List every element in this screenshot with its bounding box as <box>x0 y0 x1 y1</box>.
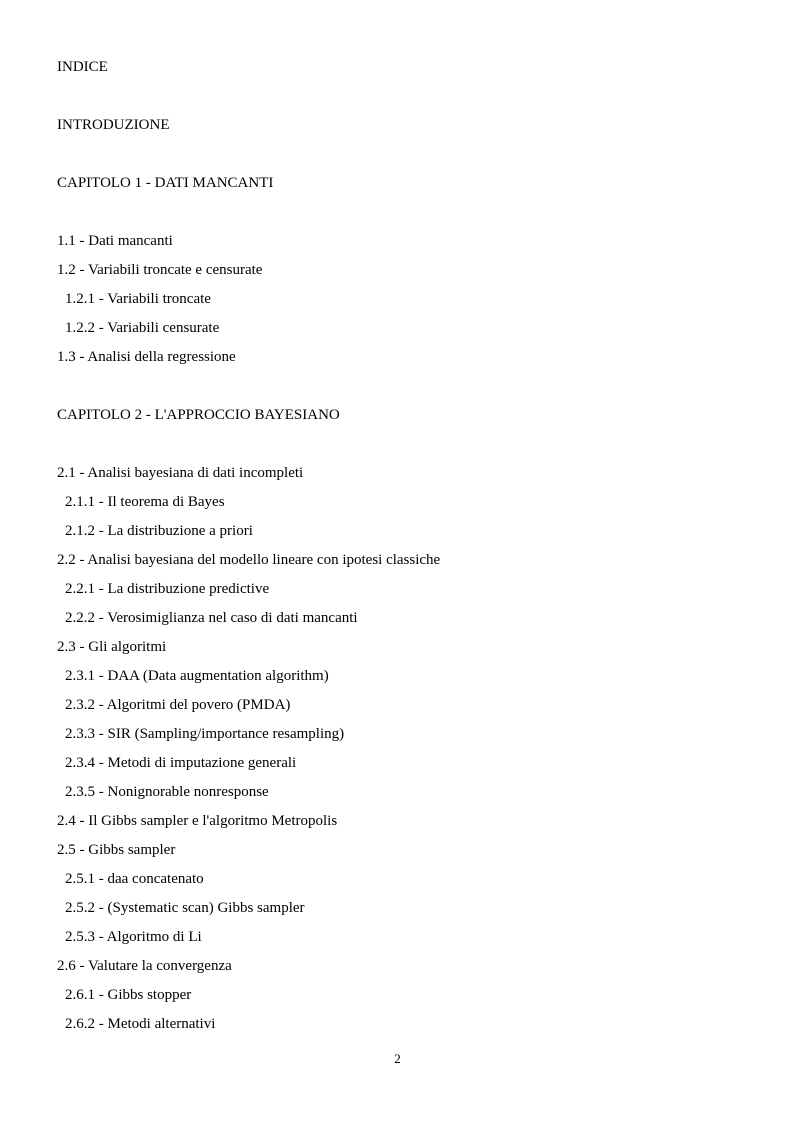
toc-subentry: 2.3.2 - Algoritmi del povero (PMDA) <box>65 697 291 713</box>
toc-entry: 1.1 - Dati mancanti <box>57 233 173 249</box>
index-title: INDICE <box>57 59 108 75</box>
toc-subentry: 2.3.4 - Metodi di imputazione generali <box>65 755 297 771</box>
toc-entry: 2.6 - Valutare la convergenza <box>57 958 232 974</box>
toc-entry: 2.1 - Analisi bayesiana di dati incompleti <box>57 465 304 481</box>
toc-subentry: 2.5.2 - (Systematic scan) Gibbs sampler <box>65 900 305 916</box>
introduction-heading: INTRODUZIONE <box>57 117 170 133</box>
toc-entry: 2.4 - Il Gibbs sampler e l'algoritmo Metropolis <box>57 813 338 829</box>
toc-subentry: 2.2.2 - Verosimiglianza nel caso di dati mancanti <box>65 610 358 626</box>
toc-subentry: 2.3.1 - DAA (Data augmentation algorithm) <box>65 668 329 684</box>
toc-subentry: 2.1.2 - La distribuzione a priori <box>65 523 253 539</box>
chapter-2-heading: CAPITOLO 2 - L'APPROCCIO BAYESIANO <box>57 407 340 423</box>
toc-subentry: 2.6.1 - Gibbs stopper <box>65 987 192 1003</box>
toc-subentry: 2.6.2 - Metodi alternativi <box>65 1016 216 1032</box>
toc-entry: 1.3 - Analisi della regressione <box>57 349 236 365</box>
toc-subentry: 2.5.1 - daa concatenato <box>65 871 204 887</box>
toc-subentry: 2.3.5 - Nonignorable nonresponse <box>65 784 269 800</box>
toc-subentry: 2.1.1 - Il teorema di Bayes <box>65 494 225 510</box>
toc-entry: 1.2 - Variabili troncate e censurate <box>57 262 263 278</box>
toc-entry: 2.2 - Analisi bayesiana del modello lineare con ipotesi classiche <box>57 552 441 568</box>
toc-subentry: 1.2.2 - Variabili censurate <box>65 320 220 336</box>
toc-entry: 2.3 - Gli algoritmi <box>57 639 167 655</box>
toc-subentry: 2.2.1 - La distribuzione predictive <box>65 581 270 597</box>
chapter-1-heading: CAPITOLO 1 - DATI MANCANTI <box>57 175 274 191</box>
toc-subentry: 2.3.3 - SIR (Sampling/importance resampling) <box>65 726 345 742</box>
page-number: 2 <box>394 1051 401 1066</box>
toc-subentry: 1.2.1 - Variabili troncate <box>65 291 211 307</box>
toc-subentry: 2.5.3 - Algoritmo di Li <box>65 929 202 945</box>
toc-entry: 2.5 - Gibbs sampler <box>57 842 176 858</box>
